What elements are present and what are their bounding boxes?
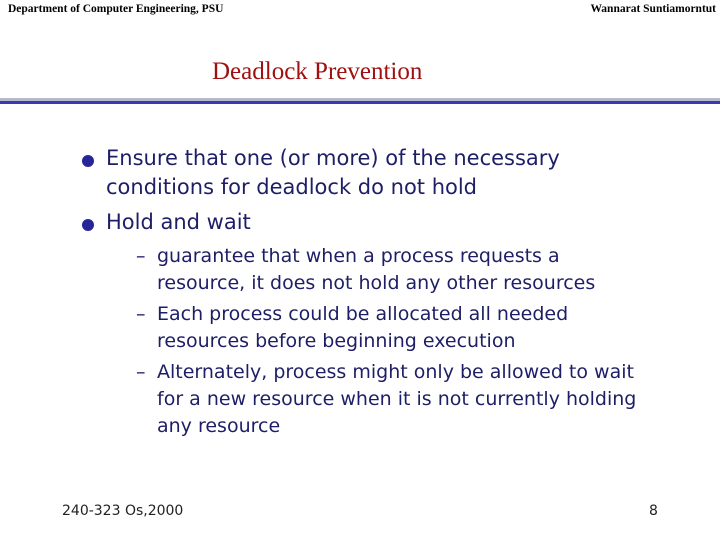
- footer-page-number: 8: [649, 503, 658, 519]
- sub-bullet-item: [136, 359, 700, 440]
- sub-bullet-line: Alternately, process might only be allowed to wait: [157, 361, 634, 383]
- title-divider: [0, 101, 720, 104]
- bullet-line: Hold and wait: [106, 210, 251, 234]
- sub-bullet-item: [136, 301, 700, 355]
- dash-icon: –: [136, 361, 146, 383]
- sub-bullet-line: resources before beginning execution: [157, 330, 516, 352]
- dash-icon: –: [136, 303, 146, 325]
- footer-course: 240-323 Os,2000: [62, 503, 184, 519]
- header-department: Department of Computer Engineering, PSU: [8, 3, 224, 15]
- sub-bullet-line: resource, it does not hold any other resources: [157, 272, 596, 294]
- bullet-line: conditions for deadlock do not hold: [106, 175, 478, 199]
- slide-body: [80, 144, 700, 444]
- bullet-item: [80, 144, 700, 202]
- bullet-dot-icon: [82, 155, 94, 167]
- dash-icon: –: [136, 245, 146, 267]
- bullet-dot-icon: [82, 219, 94, 231]
- sub-bullet-line: for a new resource when it is not currently holding: [157, 388, 637, 410]
- sub-bullet-item: [136, 243, 700, 297]
- bullet-line: Ensure that one (or more) of the necessary: [106, 146, 560, 170]
- bullet-item: [80, 208, 700, 237]
- slide-title: Deadlock Prevention: [212, 58, 423, 85]
- header-author: Wannarat Suntiamorntut: [590, 3, 716, 15]
- sub-bullet-line: Each process could be allocated all needed: [157, 303, 569, 325]
- sub-bullet-line: guarantee that when a process requests a: [157, 245, 560, 267]
- sub-bullet-line: any resource: [157, 415, 281, 437]
